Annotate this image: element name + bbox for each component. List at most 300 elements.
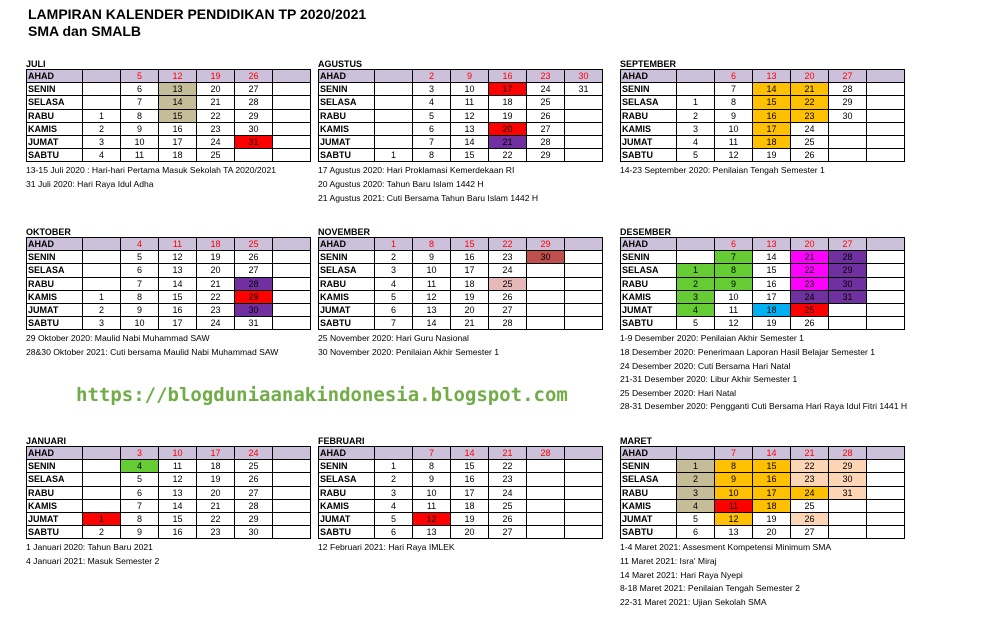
day-label: SENIN	[621, 83, 677, 96]
date-cell: 27	[235, 83, 273, 96]
note-item: 28&30 Oktober 2021: Cuti bersama Maulid Nabi Muhammad SAW	[26, 346, 279, 357]
date-cell	[829, 149, 867, 162]
date-cell: 4	[677, 135, 715, 148]
note-item: 4 Januari 2021: Masuk Semester 2	[26, 555, 160, 566]
date-cell: 17	[489, 83, 527, 96]
date-cell	[375, 122, 413, 135]
date-cell	[867, 526, 905, 539]
date-cell	[867, 83, 905, 96]
day-label: SELASA	[27, 96, 83, 109]
date-cell	[273, 109, 311, 122]
date-cell: 5	[121, 473, 159, 486]
date-cell: 17	[451, 264, 489, 277]
date-cell: 22	[197, 512, 235, 525]
date-cell: 11	[159, 238, 197, 251]
day-row-senin	[319, 460, 603, 473]
note-item: 11 Maret 2021: Isra' Miraj	[620, 555, 717, 566]
month-maret	[620, 436, 905, 609]
date-cell: 3	[121, 447, 159, 460]
date-cell	[375, 109, 413, 122]
date-cell	[829, 499, 867, 512]
note-item: 1-9 Desember 2020: Penilaian Akhir Semester 1	[620, 333, 804, 344]
date-cell	[273, 96, 311, 109]
date-cell: 8	[715, 96, 753, 109]
page-title	[28, 6, 366, 40]
day-row-senin	[319, 251, 603, 264]
date-cell: 1	[677, 96, 715, 109]
date-cell: 27	[489, 526, 527, 539]
day-row-sabtu	[27, 317, 311, 330]
date-cell: 13	[753, 70, 791, 83]
date-cell: 20	[197, 486, 235, 499]
date-cell	[375, 447, 413, 460]
day-label: SENIN	[621, 460, 677, 473]
date-cell: 19	[451, 512, 489, 525]
date-cell: 25	[791, 303, 829, 316]
date-cell	[565, 277, 603, 290]
date-cell: 23	[527, 70, 565, 83]
day-row-rabu	[319, 486, 603, 499]
date-cell	[867, 122, 905, 135]
date-cell	[867, 70, 905, 83]
month-name: AGUSTUS	[318, 59, 363, 69]
date-cell: 24	[489, 486, 527, 499]
day-row-sabtu	[319, 149, 603, 162]
date-cell	[83, 83, 121, 96]
date-cell: 5	[413, 109, 451, 122]
date-cell: 12	[715, 512, 753, 525]
date-cell: 1	[375, 238, 413, 251]
date-cell: 24	[197, 135, 235, 148]
date-cell: 6	[121, 486, 159, 499]
date-cell	[273, 290, 311, 303]
date-cell: 17	[159, 135, 197, 148]
date-cell: 30	[235, 526, 273, 539]
date-cell: 9	[715, 109, 753, 122]
note-item: 25 November 2020: Hari Guru Nasional	[318, 333, 469, 344]
day-label: AHAD	[319, 447, 375, 460]
date-cell: 15	[451, 238, 489, 251]
date-cell: 14	[753, 83, 791, 96]
date-cell: 25	[489, 277, 527, 290]
date-cell: 22	[489, 238, 527, 251]
date-cell: 22	[197, 109, 235, 122]
date-cell: 7	[375, 317, 413, 330]
date-cell: 7	[121, 96, 159, 109]
day-label: JUMAT	[27, 512, 83, 525]
date-cell: 30	[829, 109, 867, 122]
date-cell: 10	[451, 83, 489, 96]
date-cell: 12	[451, 109, 489, 122]
day-row-ahad	[27, 238, 311, 251]
date-cell: 8	[413, 238, 451, 251]
date-cell: 20	[197, 83, 235, 96]
date-cell	[527, 512, 565, 525]
date-cell	[375, 83, 413, 96]
day-row-ahad	[27, 70, 311, 83]
note-item: 21-31 Desember 2020: Libur Akhir Semester 1	[620, 374, 798, 385]
date-cell: 17	[451, 486, 489, 499]
month-name: NOVEMBER	[318, 227, 371, 237]
date-cell: 22	[791, 460, 829, 473]
day-label: RABU	[27, 486, 83, 499]
date-cell: 16	[159, 526, 197, 539]
date-cell: 28	[235, 499, 273, 512]
date-cell	[273, 447, 311, 460]
date-cell: 24	[235, 447, 273, 460]
date-cell: 16	[451, 473, 489, 486]
day-row-sabtu	[621, 526, 905, 539]
day-label: SELASA	[319, 96, 375, 109]
day-label: RABU	[621, 277, 677, 290]
date-cell: 2	[83, 303, 121, 316]
date-cell: 15	[159, 290, 197, 303]
date-cell	[273, 499, 311, 512]
date-cell	[565, 290, 603, 303]
note-item: 30 November 2020: Penilaian Akhir Semester 1	[318, 346, 500, 357]
date-cell: 12	[413, 512, 451, 525]
date-cell: 1	[677, 264, 715, 277]
note-item: 18 Desember 2020: Penerimaan Laporan Hasil Belajar Semester 1	[620, 346, 876, 357]
date-cell: 9	[413, 251, 451, 264]
date-cell: 21	[791, 447, 829, 460]
day-row-rabu	[27, 486, 311, 499]
day-row-rabu	[621, 486, 905, 499]
day-label: SELASA	[27, 473, 83, 486]
date-cell: 12	[159, 70, 197, 83]
date-cell: 7	[715, 251, 753, 264]
day-label: SABTU	[27, 526, 83, 539]
date-cell: 18	[451, 277, 489, 290]
date-cell	[565, 122, 603, 135]
day-row-kamis	[319, 122, 603, 135]
date-cell: 27	[829, 238, 867, 251]
date-cell: 25	[791, 135, 829, 148]
date-cell: 2	[677, 473, 715, 486]
day-label: KAMIS	[27, 499, 83, 512]
day-row-kamis	[621, 122, 905, 135]
date-cell	[565, 264, 603, 277]
day-row-jumat	[27, 512, 311, 525]
day-row-sabtu	[319, 526, 603, 539]
date-cell: 8	[715, 460, 753, 473]
note-item: 22-31 Maret 2021: Ujian Sekolah SMA	[620, 596, 767, 607]
date-cell	[83, 486, 121, 499]
day-label: SABTU	[319, 317, 375, 330]
date-cell: 21	[197, 277, 235, 290]
date-cell	[677, 238, 715, 251]
date-cell: 5	[677, 512, 715, 525]
date-cell: 2	[83, 122, 121, 135]
date-cell: 1	[83, 109, 121, 122]
month-table	[620, 69, 905, 162]
date-cell: 11	[121, 149, 159, 162]
date-cell: 6	[375, 526, 413, 539]
date-cell: 2	[375, 251, 413, 264]
date-cell: 16	[753, 277, 791, 290]
date-cell: 21	[489, 135, 527, 148]
date-cell	[677, 83, 715, 96]
day-row-sabtu	[27, 149, 311, 162]
month-notes	[318, 164, 603, 205]
date-cell: 22	[197, 290, 235, 303]
date-cell: 28	[829, 83, 867, 96]
date-cell: 8	[121, 512, 159, 525]
date-cell	[83, 460, 121, 473]
date-cell: 7	[121, 499, 159, 512]
day-label: SELASA	[319, 264, 375, 277]
date-cell	[867, 447, 905, 460]
month-name: FEBRUARI	[318, 436, 365, 446]
date-cell: 12	[715, 317, 753, 330]
date-cell: 14	[159, 96, 197, 109]
month-notes	[26, 332, 311, 359]
date-cell	[375, 70, 413, 83]
day-label: AHAD	[27, 447, 83, 460]
date-cell: 19	[753, 512, 791, 525]
day-row-rabu	[621, 277, 905, 290]
note-item: 31 Juli 2020: Hari Raya Idul Adha	[26, 178, 154, 189]
date-cell: 28	[235, 277, 273, 290]
day-label: JUMAT	[621, 303, 677, 316]
month-name: SEPTEMBER	[620, 59, 677, 69]
date-cell: 23	[791, 277, 829, 290]
date-cell	[565, 109, 603, 122]
date-cell: 14	[413, 317, 451, 330]
date-cell: 9	[715, 473, 753, 486]
date-cell: 26	[489, 512, 527, 525]
date-cell	[273, 473, 311, 486]
day-row-senin	[621, 83, 905, 96]
date-cell: 4	[121, 238, 159, 251]
date-cell: 10	[413, 264, 451, 277]
day-label: SABTU	[621, 526, 677, 539]
date-cell: 28	[829, 447, 867, 460]
date-cell	[829, 135, 867, 148]
note-item: 8-18 Maret 2021: Penilaian Tengah Semester 2	[620, 583, 800, 594]
title-line-2: SMA dan SMALB	[28, 23, 142, 39]
day-row-ahad	[621, 447, 905, 460]
date-cell: 18	[197, 460, 235, 473]
day-label: RABU	[319, 277, 375, 290]
date-cell	[273, 149, 311, 162]
date-cell: 17	[197, 447, 235, 460]
date-cell	[527, 473, 565, 486]
date-cell: 28	[235, 96, 273, 109]
title-line-1: LAMPIRAN KALENDER PENDIDIKAN TP 2020/2021	[28, 6, 367, 22]
date-cell: 15	[159, 512, 197, 525]
date-cell: 20	[489, 122, 527, 135]
date-cell: 31	[829, 486, 867, 499]
date-cell	[565, 317, 603, 330]
date-cell: 5	[677, 317, 715, 330]
month-table	[318, 69, 603, 162]
note-item: 14-23 September 2020: Penilaian Tengah Semester 1	[620, 165, 825, 176]
note-item: 13-15 Juli 2020 : Hari-hari Pertama Masuk Sekolah TA 2020/2021	[26, 165, 276, 176]
date-cell: 10	[715, 290, 753, 303]
date-cell: 8	[715, 264, 753, 277]
month-table	[26, 237, 311, 330]
date-cell: 14	[451, 447, 489, 460]
date-cell	[565, 238, 603, 251]
date-cell: 13	[159, 83, 197, 96]
date-cell: 11	[715, 499, 753, 512]
date-cell: 9	[121, 303, 159, 316]
date-cell	[867, 149, 905, 162]
date-cell	[867, 264, 905, 277]
day-row-selasa	[27, 264, 311, 277]
day-row-kamis	[319, 290, 603, 303]
date-cell: 8	[413, 149, 451, 162]
date-cell: 3	[375, 486, 413, 499]
date-cell: 26	[791, 149, 829, 162]
date-cell: 21	[489, 447, 527, 460]
day-label: AHAD	[319, 238, 375, 251]
date-cell: 17	[753, 486, 791, 499]
day-label: KAMIS	[27, 122, 83, 135]
date-cell: 18	[451, 499, 489, 512]
note-item: 25 Desember 2020: Hari Natal	[620, 387, 737, 398]
date-cell: 25	[527, 96, 565, 109]
date-cell: 15	[753, 96, 791, 109]
date-cell	[273, 277, 311, 290]
day-row-ahad	[27, 447, 311, 460]
note-item: 17 Agustus 2020: Hari Proklamasi Kemerdekaan RI	[318, 165, 515, 176]
date-cell: 24	[791, 122, 829, 135]
day-row-kamis	[621, 290, 905, 303]
date-cell: 4	[677, 303, 715, 316]
date-cell: 27	[489, 303, 527, 316]
day-label: RABU	[621, 486, 677, 499]
date-cell	[273, 264, 311, 277]
date-cell: 9	[715, 277, 753, 290]
note-item: 21 Agustus 2021: Cuti Bersama Tahun Baru Islam 1442 H	[318, 192, 539, 203]
date-cell: 6	[121, 83, 159, 96]
day-label: SELASA	[319, 473, 375, 486]
date-cell: 11	[413, 277, 451, 290]
date-cell	[83, 251, 121, 264]
month-januari	[26, 436, 311, 569]
month-november	[318, 227, 603, 360]
month-table	[318, 237, 603, 330]
day-row-selasa	[319, 264, 603, 277]
date-cell: 21	[197, 96, 235, 109]
month-name: DESEMBER	[620, 227, 672, 237]
date-cell: 5	[121, 70, 159, 83]
date-cell: 16	[753, 109, 791, 122]
day-label: SABTU	[27, 317, 83, 330]
day-label: AHAD	[27, 70, 83, 83]
day-label: AHAD	[27, 238, 83, 251]
date-cell: 3	[83, 317, 121, 330]
day-row-rabu	[27, 277, 311, 290]
day-row-senin	[27, 460, 311, 473]
day-label: KAMIS	[621, 290, 677, 303]
date-cell	[677, 447, 715, 460]
date-cell: 28	[527, 135, 565, 148]
date-cell: 25	[489, 499, 527, 512]
date-cell: 13	[753, 238, 791, 251]
date-cell	[527, 317, 565, 330]
note-item: 24 Desember 2020: Cuti Bersama Hari Natal	[620, 360, 791, 371]
date-cell: 16	[451, 251, 489, 264]
date-cell	[83, 473, 121, 486]
day-label: RABU	[27, 109, 83, 122]
day-label: SELASA	[621, 96, 677, 109]
date-cell: 15	[753, 460, 791, 473]
month-notes	[26, 164, 311, 191]
date-cell	[829, 303, 867, 316]
date-cell	[527, 277, 565, 290]
date-cell: 22	[791, 96, 829, 109]
date-cell: 6	[121, 264, 159, 277]
date-cell: 2	[413, 70, 451, 83]
date-cell	[527, 499, 565, 512]
day-label: SENIN	[319, 83, 375, 96]
date-cell: 22	[489, 460, 527, 473]
date-cell: 23	[197, 303, 235, 316]
day-label: JUMAT	[621, 512, 677, 525]
date-cell: 9	[413, 473, 451, 486]
date-cell: 31	[235, 317, 273, 330]
day-row-selasa	[319, 473, 603, 486]
day-label: RABU	[27, 277, 83, 290]
date-cell: 11	[451, 96, 489, 109]
date-cell: 8	[121, 290, 159, 303]
date-cell	[273, 238, 311, 251]
date-cell	[867, 135, 905, 148]
day-label: SENIN	[27, 83, 83, 96]
date-cell	[565, 135, 603, 148]
date-cell: 5	[677, 149, 715, 162]
date-cell: 26	[791, 512, 829, 525]
day-row-kamis	[621, 499, 905, 512]
date-cell: 22	[489, 149, 527, 162]
date-cell	[273, 303, 311, 316]
date-cell	[83, 70, 121, 83]
month-notes	[620, 164, 905, 178]
date-cell	[527, 460, 565, 473]
date-cell: 14	[451, 135, 489, 148]
date-cell: 24	[197, 317, 235, 330]
date-cell: 11	[715, 135, 753, 148]
date-cell: 2	[375, 473, 413, 486]
date-cell	[565, 149, 603, 162]
date-cell: 12	[159, 251, 197, 264]
date-cell: 25	[197, 149, 235, 162]
day-row-rabu	[27, 109, 311, 122]
day-label: SABTU	[319, 149, 375, 162]
date-cell: 6	[715, 70, 753, 83]
date-cell	[273, 486, 311, 499]
date-cell: 21	[791, 83, 829, 96]
date-cell: 26	[527, 109, 565, 122]
day-row-ahad	[319, 238, 603, 251]
date-cell	[565, 303, 603, 316]
day-row-selasa	[27, 96, 311, 109]
date-cell: 6	[413, 122, 451, 135]
note-item: 28-31 Desember 2020: Pengganti Cuti Bersama Hari Raya Idul Fitri 1441 H	[620, 401, 908, 412]
date-cell: 12	[159, 473, 197, 486]
day-row-kamis	[27, 290, 311, 303]
date-cell: 19	[197, 473, 235, 486]
month-notes	[620, 332, 908, 414]
date-cell: 15	[159, 109, 197, 122]
date-cell	[867, 303, 905, 316]
date-cell: 13	[413, 526, 451, 539]
day-row-rabu	[319, 277, 603, 290]
date-cell: 13	[715, 526, 753, 539]
